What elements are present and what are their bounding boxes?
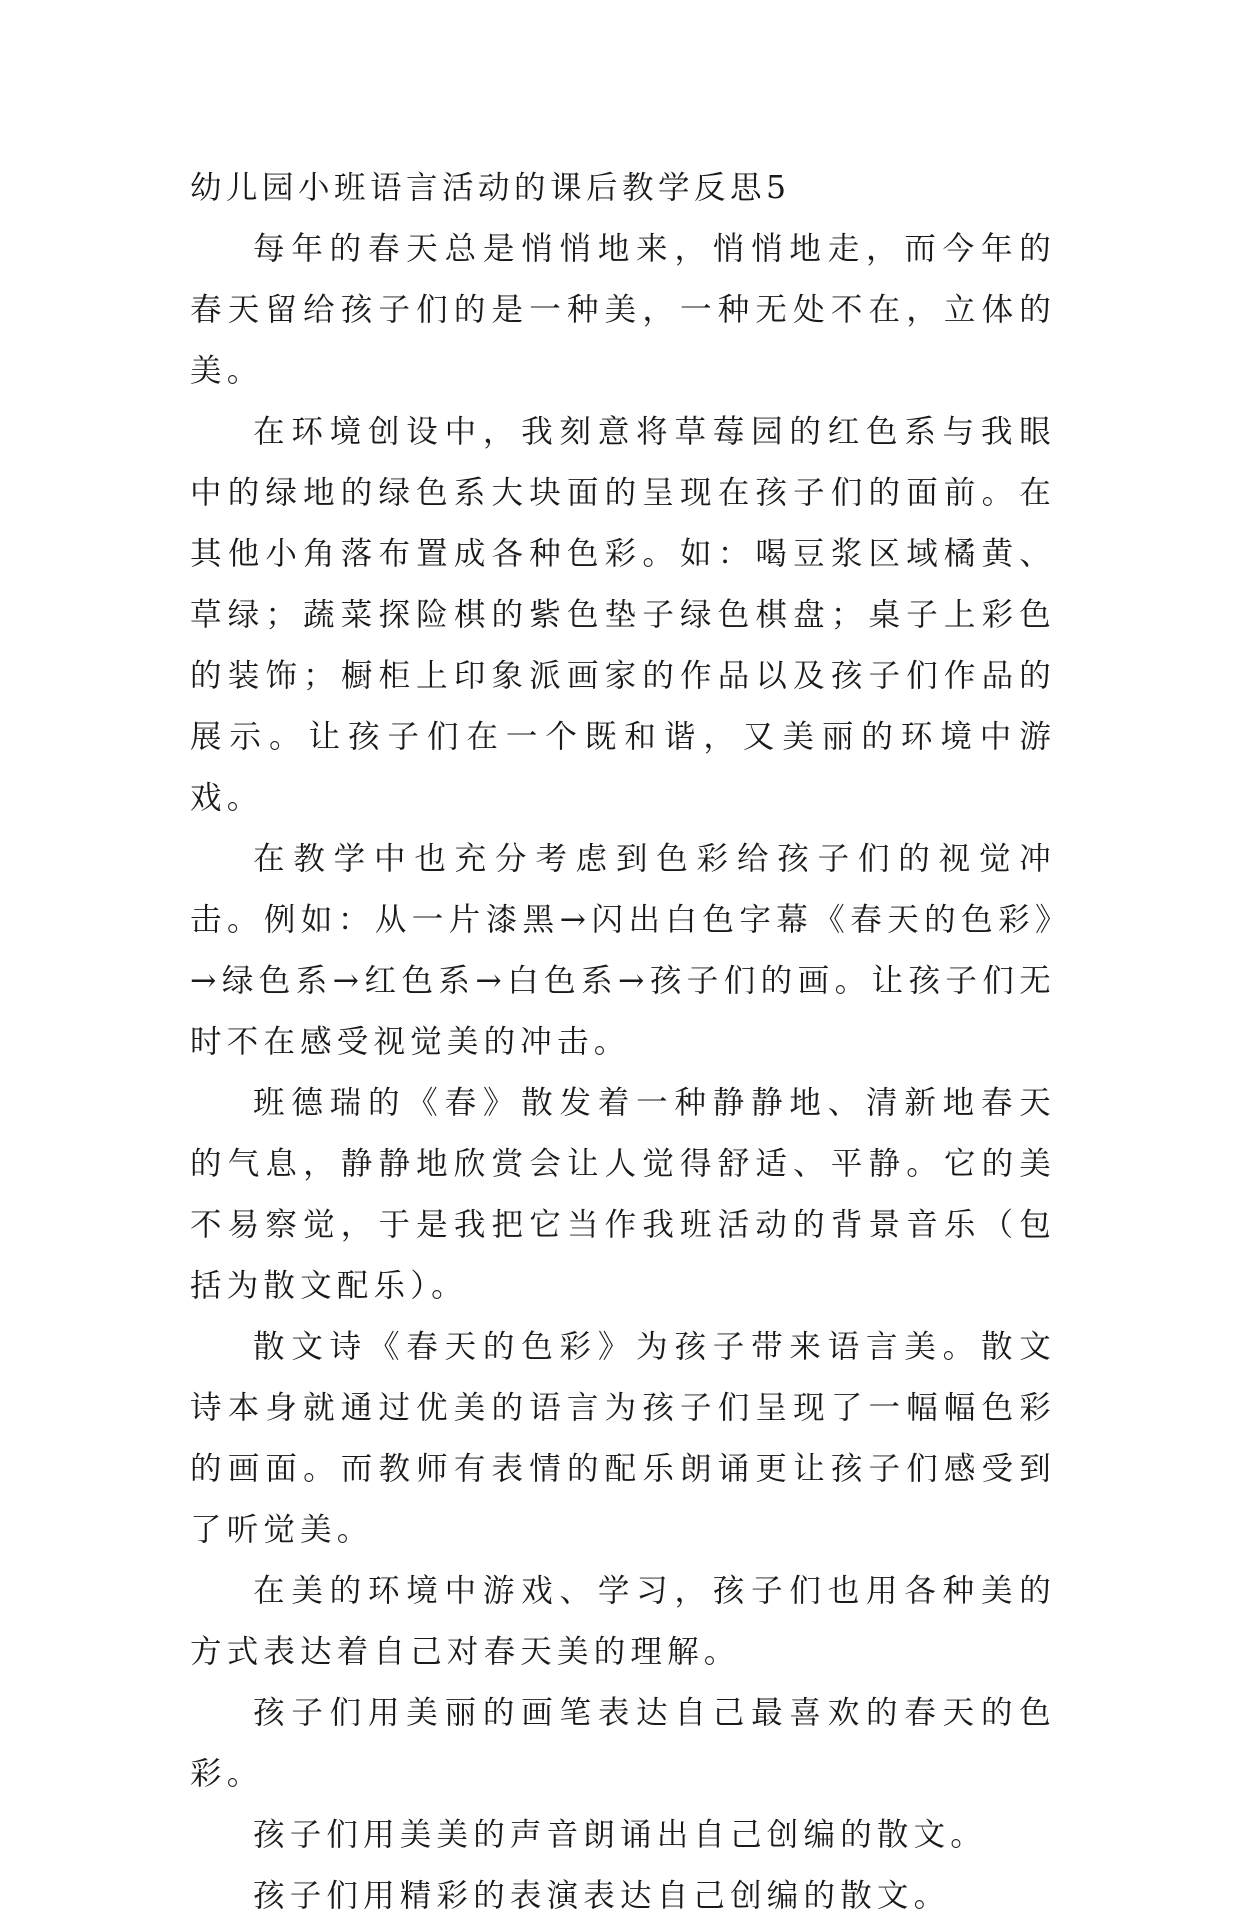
- document-title: 幼儿园小班语言活动的课后教学反思5: [190, 170, 791, 206]
- paragraph-teaching-visual: 在教学中也充分考虑到色彩给孩子们的视觉冲击。例如：从一片漆黑→闪出白色字幕《春天的色彩》→绿色系→红色系→白色系→孩子们的画。让孩子们无时不在感受视觉美的冲击。: [190, 841, 1056, 1060]
- paragraph-recitation: 孩子们用美美的声音朗诵出自己创编的散文。: [253, 1817, 988, 1853]
- paragraph-prose-poem: 散文诗《春天的色彩》为孩子带来语言美。散文诗本身就通过优美的语言为孩子们呈现了一幅幅色彩的画面。而教师有表情的配乐朗诵更让孩子们感受到了听觉美。: [190, 1329, 1056, 1548]
- paragraph-music: 班德瑞的《春》散发着一种静静地、清新地春天的气息，静静地欣赏会让人觉得舒适、平静。它的美不易察觉，于是我把它当作我班活动的背景音乐（包括为散文配乐）。: [190, 1085, 1056, 1304]
- document-body: [190, 158, 1056, 1927]
- paragraph-environment: 在环境创设中，我刻意将草莓园的红色系与我眼中的绿地的绿色系大块面的呈现在孩子们的面前。在其他小角落布置成各种色彩。如：喝豆浆区域橘黄、草绿；蔬菜探险棋的紫色垫子绿色棋盘；桌子上彩色的装饰；橱柜上印象派画家的作品以及孩子们作品的展示。让孩子们在一个既和谐，又美丽的环境中游戏。: [190, 414, 1056, 816]
- paragraph-expression: 在美的环境中游戏、学习，孩子们也用各种美的方式表达着自己对春天美的理解。: [190, 1573, 1056, 1670]
- paragraph-spring-intro: 每年的春天总是悄悄地来，悄悄地走，而今年的春天留给孩子们的是一种美，一种无处不在，立体的美。: [190, 231, 1056, 389]
- paragraph-performance: 孩子们用精彩的表演表达自己创编的散文。: [253, 1878, 951, 1914]
- paragraph-painting: 孩子们用美丽的画笔表达自己最喜欢的春天的色彩。: [190, 1695, 1056, 1792]
